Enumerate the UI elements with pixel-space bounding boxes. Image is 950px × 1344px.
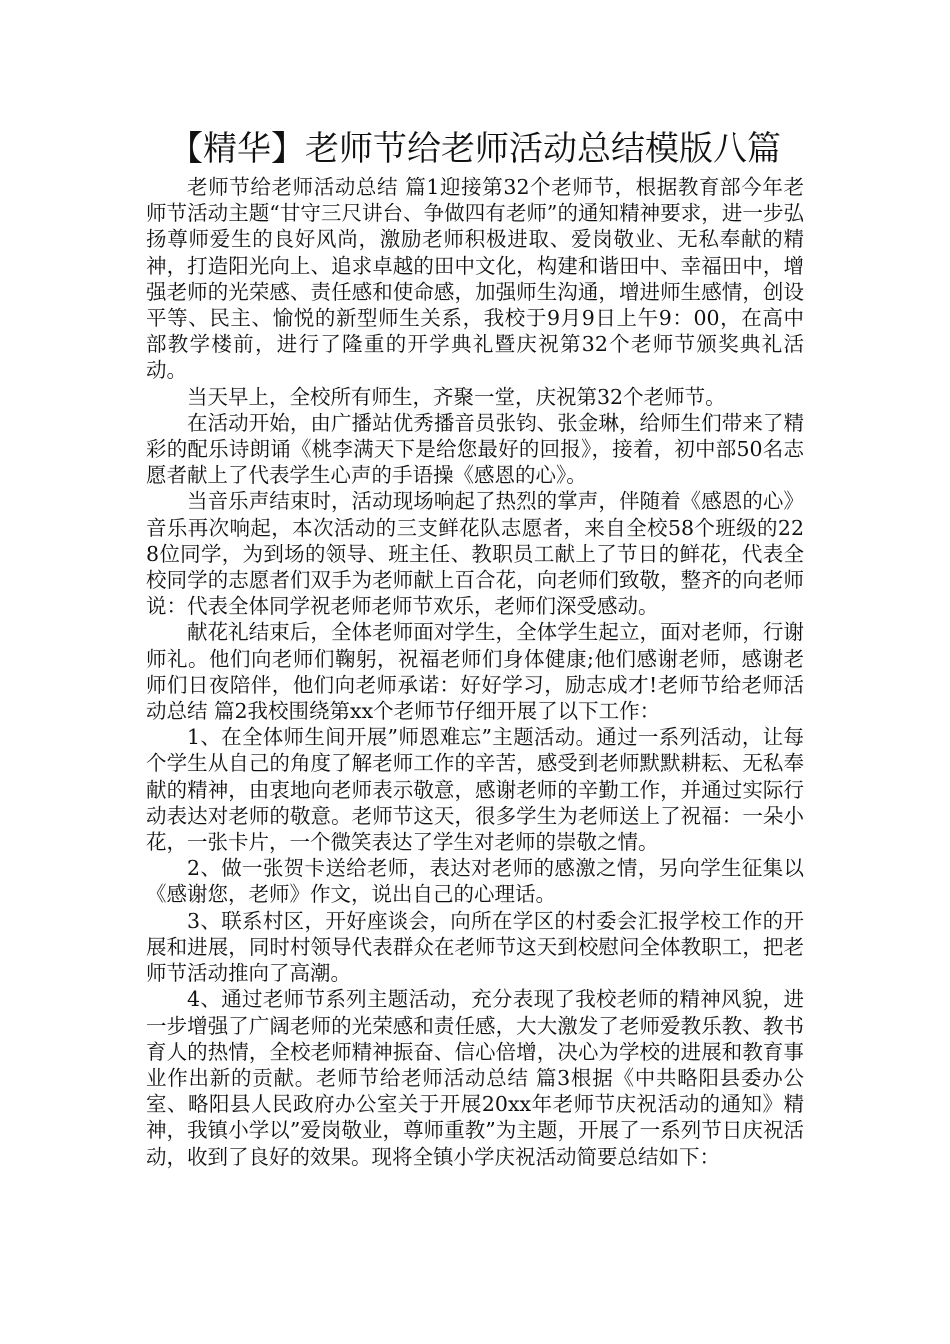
document-page xyxy=(146,126,804,1170)
paragraph-6: 1、在全体师生间开展”师恩难忘”主题活动。通过一系列活动，让每个学生从自己的角度了解老师工作的辛苦，感受到老师默默耕耘、无私奉献的精神，由衷地向老师表示敬意，感谢老师的辛勤工作，并通过实际行动表达对老师的敬意。老师节这天，很多学生为老师送上了祝福：一朵小花，一张卡片，一个微笑表达了学生对老师的崇敬之情。 xyxy=(146,725,804,855)
paragraph-8: 3、联系村区，开好座谈会，向所在学区的村委会汇报学校工作的开展和进展，同时村领导代表群众在老师节这天到校慰问全体教职工，把老师节活动推向了高潮。 xyxy=(146,908,804,986)
document-title: 【精华】老师节给老师活动总结模版八篇 xyxy=(169,129,781,169)
paragraph-7: 2、做一张贺卡送给老师，表达对老师的感激之情，另向学生征集以《感谢您，老师》作文，说出自己的心理话。 xyxy=(146,856,804,907)
paragraph-4: 当音乐声结束时，活动现场响起了热烈的掌声，伴随着《感恩的心》音乐再次响起，本次活动的三支鲜花队志愿者，来自全校58个班级的228位同学，为到场的领导、班主任、教职员工献上了节日的鲜花，代表全校同学的志愿者们双手为老师献上百合花，向老师们致敬，整齐的向老师说：代表全体同学祝老师老师节欢乐，老师们深受感动。 xyxy=(146,489,804,619)
document-body xyxy=(146,174,804,1170)
paragraph-3: 在活动开始，由广播站优秀播音员张钧、张金琳，给师生们带来了精彩的配乐诗朗诵《桃李满天下是给您最好的回报》，接着，初中部50名志愿者献上了代表学生心声的手语操《感恩的心》。 xyxy=(146,410,804,488)
paragraph-2: 当天早上，全校所有师生，齐聚一堂，庆祝第32个老师节。 xyxy=(187,384,726,409)
paragraph-5: 献花礼结束后，全体老师面对学生，全体学生起立，面对老师，行谢师礼。他们向老师们鞠躬，祝福老师们身体健康;他们感谢老师，感谢老师们日夜陪伴，他们向老师承诺：好好学习，励志成才!老师节给老师活动总结 篇2我校围绕第xx个老师节仔细开展了以下工作： xyxy=(146,620,804,724)
paragraph-9: 4、通过老师节系列主题活动，充分表现了我校老师的精神风貌，进一步增强了广阔老师的光荣感和责任感，大大激发了老师爱教乐教、教书育人的热情，全校老师精神振奋、信心倍增，决心为学校的进展和教育事业作出新的贡献。老师节给老师活动总结 篇3根据《中共略阳县委办公室、略阳县人民政府办公室关于开展20xx年老师节庆祝活动的通知》精神，我镇小学以”爱岗敬业，尊师重教”为主题，开展了一系列节日庆祝活动，收到了良好的效果。现将全镇小学庆祝活动简要总结如下： xyxy=(146,987,804,1169)
paragraph-1: 老师节给老师活动总结 篇1迎接第32个老师节，根据教育部今年老师节活动主题“甘守三尺讲台、争做四有老师”的通知精神要求，进一步弘扬尊师爱生的良好风尚，激励老师积极进取、爱岗敬业、无私奉献的精神，打造阳光向上、追求卓越的田中文化，构建和谐田中、幸福田中，增强老师的光荣感、责任感和使命感，加强师生沟通，增进师生感情，创设平等、民主、愉悦的新型师生关系，我校于9月9日上午9：00，在高中部教学楼前，进行了隆重的开学典礼暨庆祝第32个老师节颁奖典礼活动。 xyxy=(146,175,804,383)
